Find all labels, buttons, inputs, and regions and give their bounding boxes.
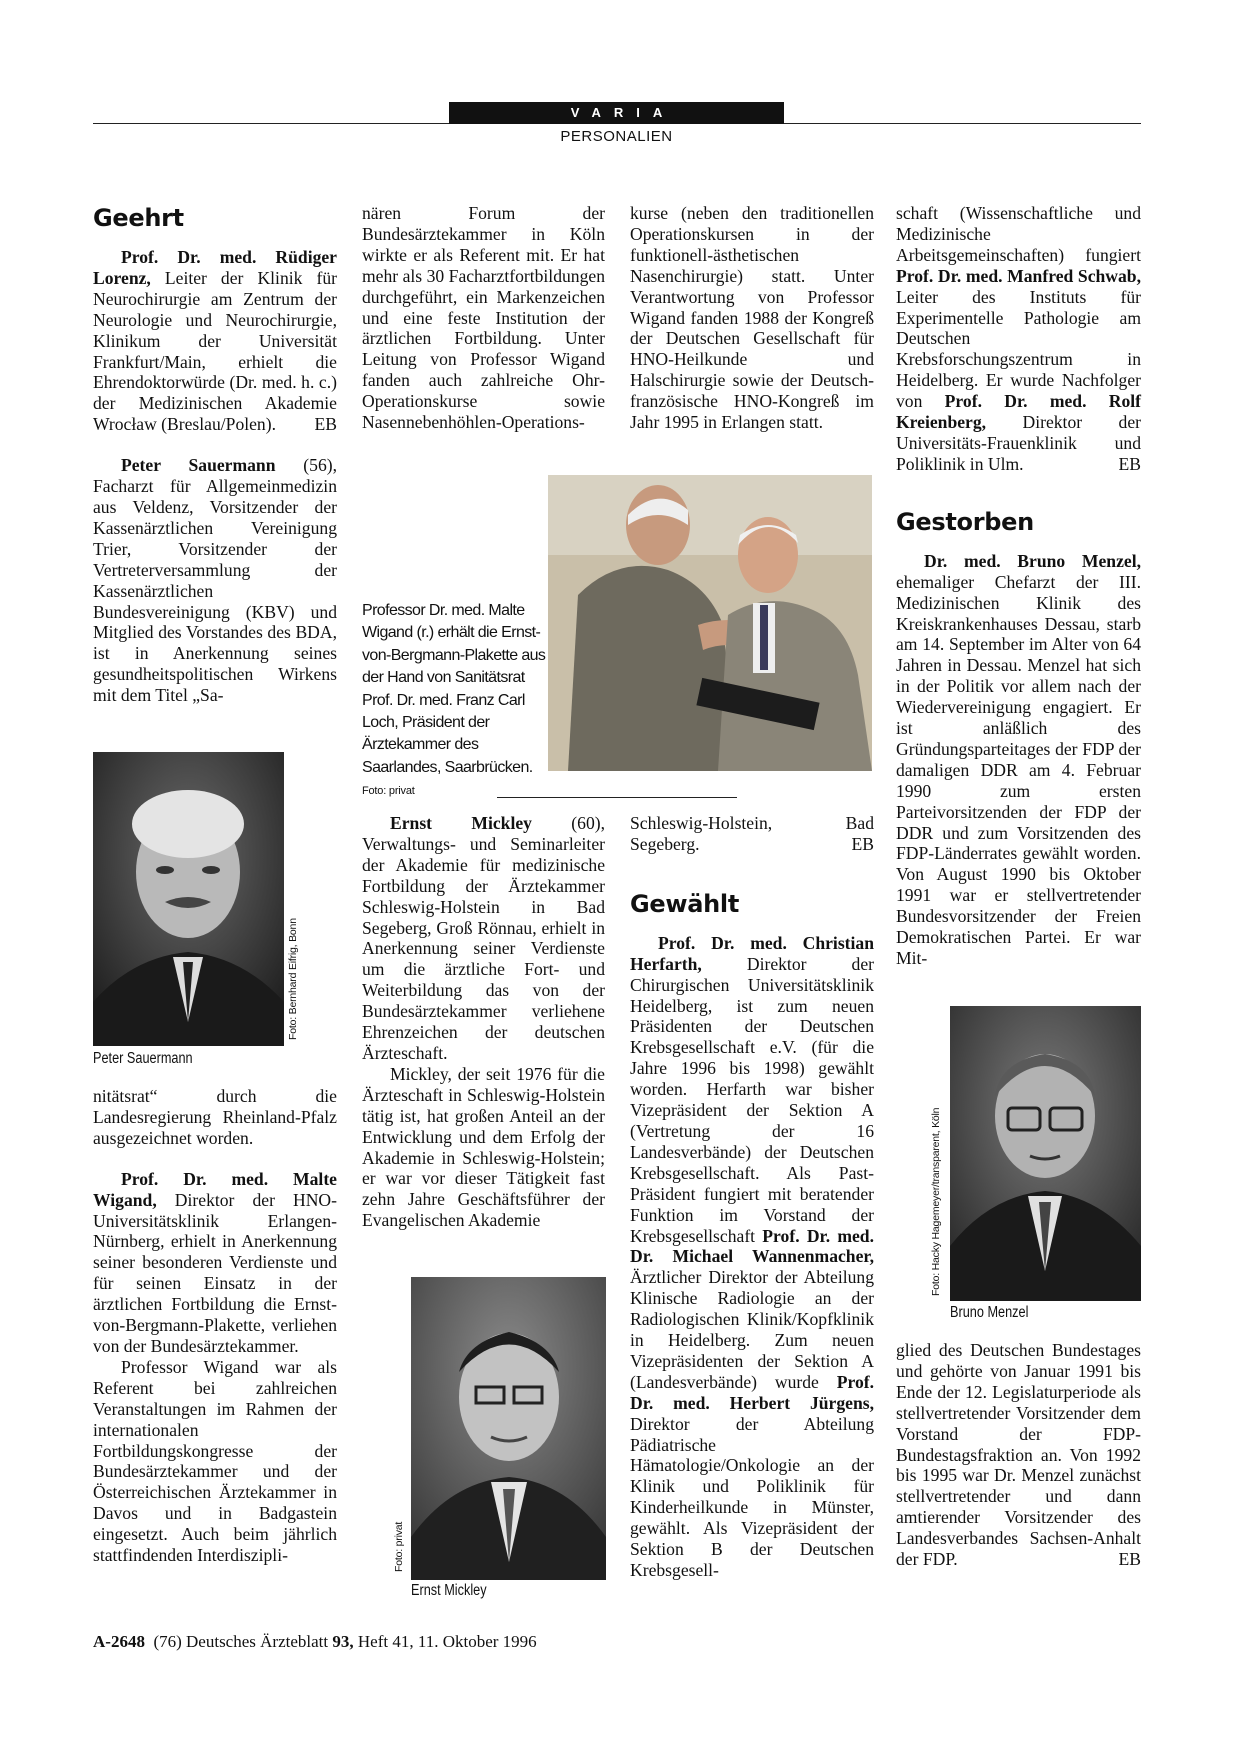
photo-peter-sauermann bbox=[93, 752, 284, 1046]
award-image bbox=[548, 475, 872, 771]
photo-credit-sauermann: Foto: Bernhard Eifrig, Bonn bbox=[287, 918, 299, 1040]
page-footer: A-2648 (76) Deutsches Ärzteblatt 93, Heft 41, 11. Oktober 1996 bbox=[93, 1632, 537, 1651]
portrait-image bbox=[93, 752, 284, 1046]
caption-menzel: Bruno Menzel bbox=[950, 1304, 1029, 1321]
page-number: A-2648 bbox=[93, 1632, 145, 1651]
entry-mickley-cont2: Schleswig-Holstein, Bad Segeberg. EB bbox=[630, 813, 874, 854]
article-divider bbox=[497, 797, 737, 798]
entry-sauermann-cont: nitätsrat“ durch die Landesregierung Rheinland-Pfalz ausgezeichnet worden. bbox=[93, 1086, 337, 1148]
photo-wigand-award bbox=[548, 475, 872, 771]
column-1-continued bbox=[93, 1086, 337, 1566]
column-1 bbox=[93, 203, 337, 706]
photo-ernst-mickley bbox=[411, 1277, 606, 1580]
photo-credit-menzel: Foto: Hacky Hagemeyer/transparent, Köln bbox=[930, 1107, 942, 1296]
column-4-continued bbox=[896, 1340, 1141, 1570]
entry-lorenz: Prof. Dr. med. Rüdiger Lorenz, Leiter der Klinik für Neurochirurgie am Zentrum der Neurologie und Neurochirurgie, Klinikum der Universität Frankfurt/Main, erhielt die Ehrendoktorwürde (Dr. med. h. c.) der Medizinischen Akademie Wrocław (Breslau/Polen). EB bbox=[93, 247, 337, 435]
heading-geehrt: Geehrt bbox=[93, 204, 184, 232]
heading-gestorben: Gestorben bbox=[896, 507, 1034, 536]
entry-wigand-cont2: nären Forum der Bundesärztekammer in Köln wirkte er als Referent mit. Er hat mehr als 30 Facharztfortbildungen durchgeführt, ein Markenzeichen und eine feste Institution der ärztlichen Fortbildung. Unter Leitung von Professor Wigand fanden auch zahlreiche Ohr-Operationskurse sowie Nasennebenhöhlen-Operations- bbox=[362, 203, 605, 433]
entry-wigand-cont: Professor Wigand war als Referent bei zahlreichen Veranstaltungen im Rahmen der internationalen Fortbildungskongresse der Bundesärztekammer und der Österreichischen Ärztekammer in Davos und in Badgastein eingesetzt. Auch beim jährlich stattfindenden Interdiszipli- bbox=[93, 1356, 337, 1566]
entry-mickley: Ernst Mickley (60), Verwaltungs- und Seminarleiter der Akademie für medizinische Fortbildung der Ärztekammer Schleswig-Holstein in Bad Segeberg, Groß Rönnau, erhielt in Anerkennung seiner Verdienste um die ärztliche Fort- und Weiterbildung das von der Bundesärztekammer verliehene Ehrenzeichen der deutschen Ärzteschaft. bbox=[362, 813, 605, 1063]
caption-sauermann: Peter Sauermann bbox=[93, 1050, 193, 1067]
heading-gewaehlt: Gewählt bbox=[630, 889, 740, 918]
column-2-continued bbox=[362, 813, 605, 1231]
entry-wigand: Prof. Dr. med. Malte Wigand, Direktor der HNO-Universitätsklinik Erlangen-Nürnberg, erhielt in Anerkennung seiner besonderen Verdienste und für seinen Einsatz in der ärztlichen Fortbildung die Ernst-von-Bergmann-Plakette, verliehen von der Bundesärztekammer. bbox=[93, 1168, 337, 1356]
entry-wigand-cont3: kurse (neben den traditionellen Operationskursen in der funktionell-ästhetischen Nasenchirurgie) statt. Unter Verantwortung von Professor Wigand fanden 1988 der Kongreß der Deutschen Gesellschaft für HNO-Heilkunde und Halschirurgie sowie der Deutsch-französische HNO-Kongreß im Jahr 1995 in Erlangen statt. bbox=[630, 203, 874, 433]
column-3-continued bbox=[630, 813, 874, 1581]
entry-herfarth: Prof. Dr. med. Christian Herfarth, Direktor der Chirurgischen Universitätsklinik Heidelberg, ist zum neuen Präsidenten der Deutschen Krebsgesellschaft e.V. (für die Jahre 1996 bis 1998) gewählt worden. Herfarth war bisher Vizepräsident der Sektion A (Vertretung der 16 Landesverbände) der Deutschen Krebsgesellschaft. Als Past-Präsident fungiert mit beratender Funktion im Vorstand der Krebsgesellschaft Prof. Dr. med. Dr. Michael Wannenmacher, Ärztlicher Direktor der Abteilung Klinische Radiologie an der Radiologischen Klinik/Kopfklinik in Heidelberg. Zum neuen Vizepräsidenten der Sektion A (Landesverbände) wurde Prof. Dr. med. Herbert Jürgens, Direktor der Abteilung Pädiatrische Hämatologie/Onkologie an der Klinik und Poliklinik für Kinderheilkunde in Münster, gewählt. Als Vizepräsident der Sektion B der Deutschen Krebsgesell- bbox=[630, 932, 874, 1580]
portrait-image-mickley bbox=[411, 1277, 606, 1580]
entry-menzel: Dr. med. Bruno Menzel, ehemaliger Chefarzt der III. Medizinischen Klinik des Kreiskrankenhauses Dessau, starb am 14. September im Alter von 64 Jahren in Dessau. Menzel hat sich in der Politik vor allem nach der Wiedervereinigung engagiert. Er ist anläßlich des Gründungsparteitages der FDP der damaligen DDR am 4. Februar 1990 zum ersten Parteivorsitzenden der FDP der DDR und zum Vorsitzenden des FDP-Länderrates gewählt worden. Von August 1990 bis Oktober 1991 war er stellvertretender Bundesvorsitzender der Freien Demokratischen Partei. Er war Mit- bbox=[896, 550, 1141, 968]
column-4 bbox=[896, 203, 1141, 969]
entry-sauermann: Peter Sauermann (56), Facharzt für Allgemeinmedizin aus Veldenz, Vorsitzender der Kassenärztlichen Vereinigung Trier, Vorsitzender der Vertreterversammlung der Kassenärztlichen Bundesvereinigung (KBV) und Mitglied des Vorstandes des BDA, ist in Anerkennung seines gesundheitspolitischen Wirkens mit dem Titel „Sa- bbox=[93, 455, 338, 706]
caption-mickley: Ernst Mickley bbox=[411, 1582, 487, 1599]
photo-caption-wigand: Professor Dr. med. Malte Wigand (r.) erhält die Ernst-von-Bergmann-Plakette aus der Hand von Sanitätsrat Prof. Dr. med. Franz Carl Loch, Präsident der Ärztekammer des Saarlandes, Saarbrücken. Foto: privat bbox=[362, 602, 546, 798]
portrait-image-menzel bbox=[950, 1006, 1141, 1301]
subsection-label: PERSONALIEN bbox=[560, 128, 673, 145]
entry-mickley-cont: Mickley, der seit 1976 für die Ärzteschaft in Schleswig-Holstein tätig ist, hat großen Anteil an der Entwicklung und dem Erfolg der Akademie in Schleswig-Holstein; er war vor dieser Tätigkeit fast zehn Jahre Geschäftsführer der Evangelischen Akademie bbox=[362, 1063, 605, 1231]
column-2 bbox=[362, 203, 605, 433]
entry-menzel-cont: glied des Deutschen Bundestages und gehörte von Januar 1991 bis Ende der 12. Legislaturperiode als stellvertretender Vorsitzender dem Vorstand der FDP-Bundestagsfraktion an. Von 1992 bis 1995 war Dr. Menzel zunächst stellvertretender und dann amtierender Vorsitzender des Landesverbandes Sachsen-Anhalt der FDP. EB bbox=[896, 1340, 1141, 1570]
section-label: VARIA bbox=[449, 102, 784, 124]
photo-bruno-menzel bbox=[950, 1006, 1141, 1301]
photo-credit-mickley: Foto: privat bbox=[393, 1521, 405, 1572]
column-3 bbox=[630, 203, 874, 433]
entry-schwab: schaft (Wissenschaftliche und Medizinische Arbeitsgemeinschaften) fungiert Prof. Dr. med. Manfred Schwab, Leiter des Instituts für Experimentelle Pathologie am Deutschen Krebsforschungszentrum in Heidelberg. Er wurde Nachfolger von Prof. Dr. med. Rolf Kreienberg, Direktor der Universitäts-Frauenklinik und Poliklinik in Ulm. EB bbox=[896, 203, 1141, 474]
